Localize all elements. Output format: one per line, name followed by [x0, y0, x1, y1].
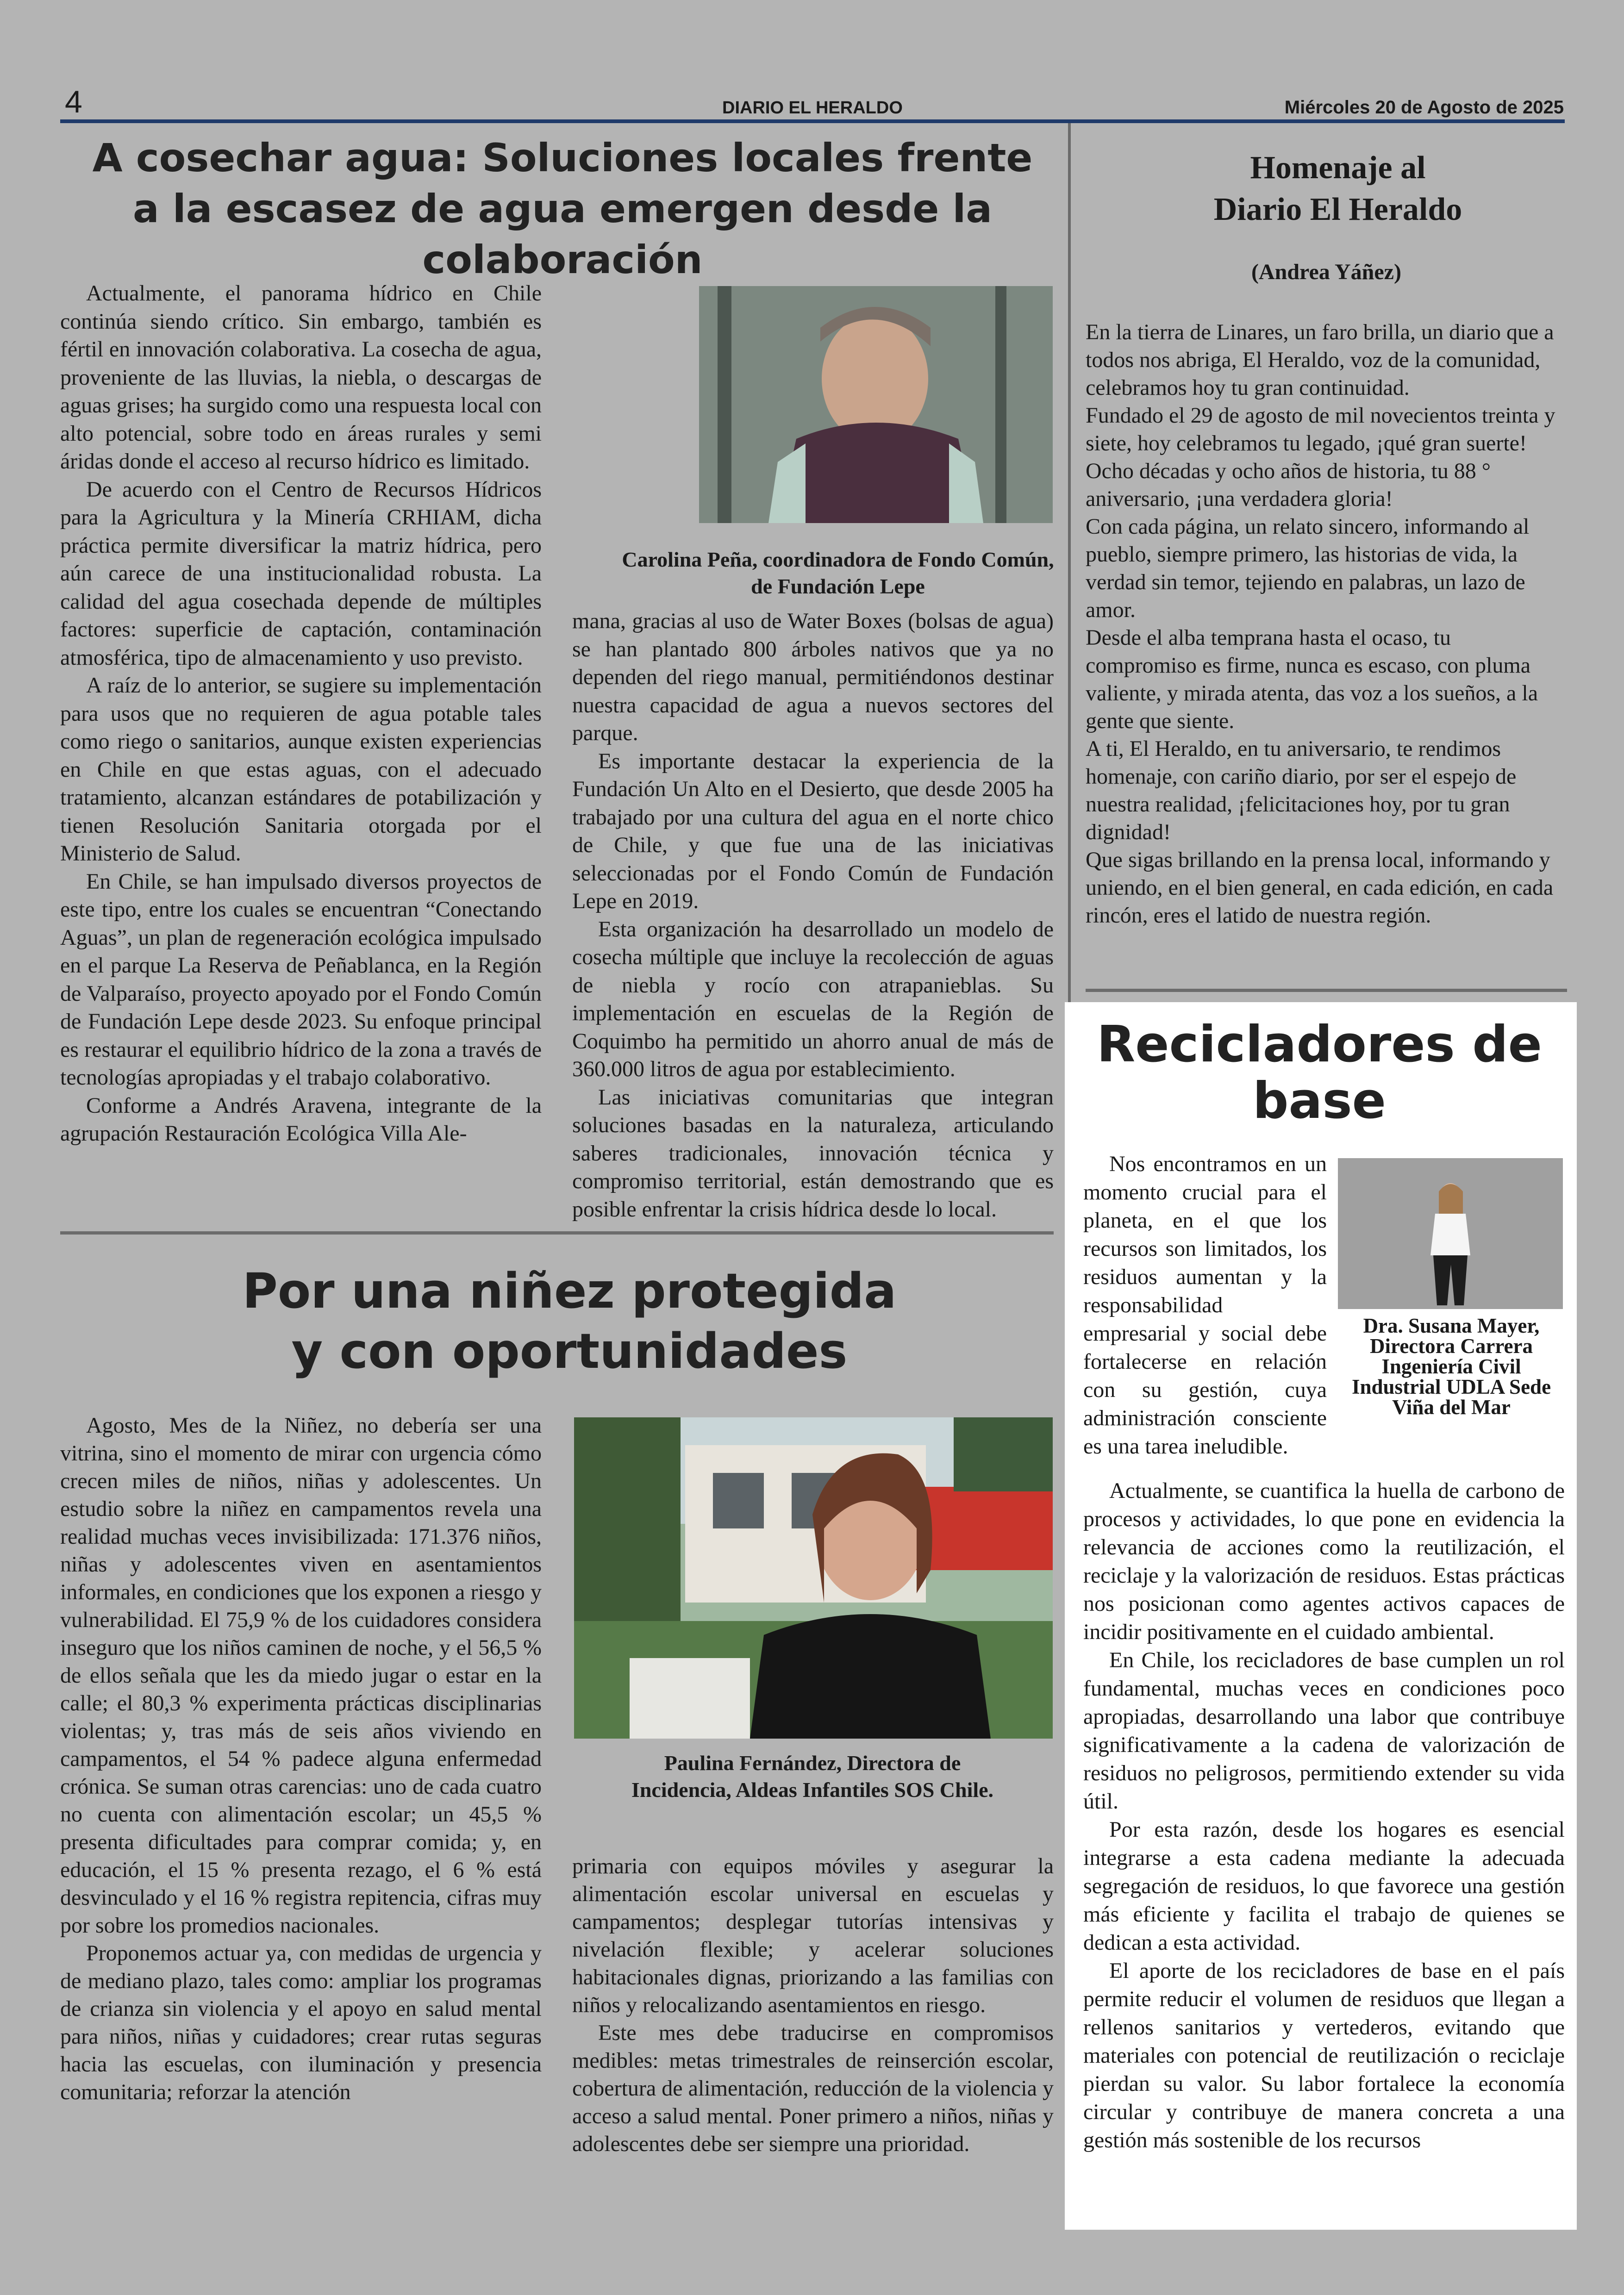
paragraph: primaria con equipos móviles y asegurar la alimentación escolar universal en escuelas y campamentos; desplegar tutorías intensivas y nivelación flexible; y acelerar soluciones habitacionales dignas, priorizando a las familias con niños y relocalizando asentamientos en riesgo.	[572, 1854, 1054, 2017]
section-rule	[1086, 989, 1567, 992]
verse: En la tierra de Linares, un faro brilla, un diario que a todos nos abriga, El Heraldo, voz de la comunidad, celebramos hoy tu gran continuidad.	[1086, 320, 1554, 400]
paragraph: Este mes debe traducirse en compromisos medibles: metas trimestrales de reinserción escolar, cobertura de alimentación, reducción de la violencia y acceso a salud mental. Poner primero a niños, niñas y adolescentes debe ser siempre una prioridad.	[572, 2021, 1054, 2156]
recyclers-headline	[1079, 1017, 1560, 1129]
headline-line: y con oportunidades	[291, 1323, 848, 1379]
recyclers-body	[1083, 1477, 1565, 2154]
section-rule	[60, 1231, 1054, 1235]
verse: Fundado el 29 de agosto de mil novecientos treinta y siete, hoy celebramos tu legado, ¡qué gran suerte!	[1086, 403, 1555, 455]
recyclers-intro: Nos encontramos en un momento crucial para el planeta, en el que los recursos son limitados, los residuos aumentan y la responsabilidad empresarial y social debe fortalecerse en relación con su gestión, cuya administración consciente es una tarea ineludible.	[1083, 1152, 1327, 1459]
verse: Desde el alba temprana hasta el ocaso, tu compromiso es firme, nunca es escaso, con pluma valiente, y mirada atenta, das voz a los sueños, a la gente que siente.	[1086, 625, 1538, 733]
article-childhood-headline	[60, 1261, 1079, 1381]
headline-line: Recicladores de	[1097, 1016, 1542, 1073]
page-number: 4	[65, 84, 82, 119]
verse: Que sigas brillando en la prensa local, informando y uniendo, en el bien general, en cada edición, en cada rincón, eres el latido de nuestra región.	[1086, 848, 1554, 928]
headline-line: base	[1253, 1072, 1386, 1130]
verse: A ti, El Heraldo, en tu aniversario, te rendimos homenaje, con cariño diario, por ser el espejo de nuestra realidad, ¡felicitaciones hoy, por tu gran dignidad!	[1086, 736, 1517, 844]
paragraph: Esta organización ha desarrollado un modelo de cosecha múltiple que incluye la recolección de aguas de niebla y rocío con atrapanieblas. Su implementación en escuelas de la Región de Coquimbo ha permitido un ahorro anual de más de 360.000 litros de agua por establecimiento.	[572, 917, 1054, 1081]
homage-poem	[1086, 318, 1567, 929]
paragraph: Las iniciativas comunitarias que integran soluciones basadas en la naturaleza, articulando saberes tradicionales, innovación técnica y compromiso territorial, están demostrando que es posible enfrentar la crisis hídrica desde lo local.	[572, 1085, 1054, 1222]
paragraph: mana, gracias al uso de Water Boxes (bolsas de agua) se han plantado 800 árboles nativos que ya no dependen del riego manual, permitiéndonos destinar nuestra capacidad de agua a nuevos sectores del parque.	[572, 609, 1054, 745]
masthead-rule	[60, 119, 1565, 123]
carolina-pena-caption: Carolina Peña, coordinadora de Fondo Común, de Fundación Lepe	[622, 548, 1054, 598]
paragraph: En Chile, los recicladores de base cumplen un rol fundamental, muchas veces en condiciones poco apropiadas, desarrollando una labor que contribuye significativamente a la cadena de valorización de residuos no peligrosos, permitiendo extender su vida útil.	[1083, 1648, 1565, 1814]
paragraph: Proponemos actuar ya, con medidas de urgencia y de mediano plazo, tales como: ampliar los programas de crianza sin violencia y el apoyo en salud mental para niños, niñas y cuidadores; crear rutas seguras hacia las escuelas, con iluminación y presencia comunitaria; reforzar la atención	[60, 1941, 542, 2104]
susana-mayer-photo	[1338, 1158, 1563, 1309]
homage-author: (Andrea Yáñez)	[1251, 260, 1401, 284]
susana-mayer-caption: Dra. Susana Mayer, Directora Carrera Ingeniería Civil Industrial UDLA Sede Viña del Mar	[1351, 1314, 1551, 1419]
paragraph: Actualmente, el panorama hídrico en Chile continúa siendo crítico. Sin embargo, también es fértil en innovación colaborativa. La cosecha de agua, proveniente de las lluvias, la niebla, o descargas de aguas grises; ha surgido como una respuesta local con alto potencial, sobre todo en áreas rurales y semi áridas donde el acceso al recurso hídrico es limitado.	[60, 281, 542, 474]
paragraph: El aporte de los recicladores de base en el país permite reducir el volumen de residuos que llegan a rellenos sanitarios y vertederos, evitando que materiales con potencial de reutilización o reciclaje pierdan su valor. Su labor fortalece la economía circular y contribuye de manera concreta a una gestión más sostenible de los recursos	[1083, 1958, 1565, 2152]
paragraph: Es importante destacar la experiencia de la Fundación Un Alto en el Desierto, que desde 2005 ha trabajado por una cultura del agua en el norte chico de Chile, y que fue una de las iniciativas seleccionadas por el Fondo Común de Fundación Lepe en 2019.	[572, 748, 1054, 913]
paulina-fernandez-caption: Paulina Fernández, Directora de Incidencia, Aldeas Infantiles SOS Chile.	[631, 1751, 994, 1802]
column-divider	[1068, 123, 1071, 1082]
carolina-pena-photo	[699, 286, 1053, 523]
verse: Ocho décadas y ocho años de historia, tu 88 ° aniversario, ¡una verdadera gloria!	[1086, 459, 1491, 511]
homage-title-line: Diario El Heraldo	[1213, 192, 1462, 227]
paragraph: En Chile, se han impulsado diversos proyectos de este tipo, entre los cuales se encuentran “Conectando Aguas”, un plan de regeneración ecológica impulsado en el parque La Reserva de Peñablanca, en la Región de Valparaíso, proyecto apoyado por el Fondo Común de Fundación Lepe desde 2023. Su enfoque principal es restaurar el equilibrio hídrico de la zona a través de tecnologías apropiadas y el trabajo colaborativo.	[60, 869, 542, 1090]
article-water-headline: A cosechar agua: Soluciones locales frente a la escasez de agua emergen desde la colaboración	[92, 135, 1033, 282]
paragraph: Conforme a Andrés Aravena, integrante de la agrupación Restauración Ecológica Villa Ale-	[60, 1093, 542, 1146]
paragraph: A raíz de lo anterior, se sugiere su implementación para usos que no requieren de agua potable tales como riego o sanitarios, aunque existen experiencias en Chile en que estas aguas, con el adecuado tratamiento, alcanzan estándares de potabilización y tienen Resolución Sanitaria otorgada por el Ministerio de Salud.	[60, 673, 542, 866]
paragraph: Agosto, Mes de la Niñez, no debería ser una vitrina, sino el momento de mirar con urgencia cómo crecen miles de niños, niñas y adolescentes. Un estudio sobre la niñez en campamentos revela una realidad muchas veces invisibilizada: 171.376 niños, niñas y adolescentes viven en asentamientos informales, en condiciones que los exponen a riesgo y vulnerabilidad. El 75,9 % de los cuidadores considera inseguro que los niños caminen de noche, y el 56,5 % de ellos señala que les da miedo jugar o estar en la calle; el 80,3 % experimenta prácticas disciplinarias violentas; y, tras más de seis años viviendo en campamentos, el 54 % padece alguna enfermedad crónica. Se suman otras carencias: uno de cada cuatro no cuenta con alimentación escolar; un 45,5 % presenta dificultades para comprar comida; y, en educación, el 15 % presenta rezago, el 6 % está desvinculado y el 16 % registra repitencia, cifras muy por sobre los promedios nacionales.	[60, 1413, 542, 1938]
verse: Con cada página, un relato sincero, informando al pueblo, siempre primero, las historias de vida, la verdad sin temor, tejiendo en palabras, un lazo de amor.	[1086, 514, 1530, 622]
headline-line: Por una niñez protegida	[242, 1263, 897, 1319]
issue-date: Miércoles 20 de Agosto de 2025	[1284, 97, 1564, 118]
paragraph: Actualmente, se cuantifica la huella de carbono de procesos y actividades, lo que pone en evidencia la relevancia de acciones como la reutilización, el reciclaje y la valorización de residuos. Estas prácticas nos posicionan como agentes activos capaces de incidir positivamente en el cuidado ambiental.	[1083, 1478, 1565, 1644]
article-water-col2	[572, 607, 1054, 1223]
paragraph: De acuerdo con el Centro de Recursos Hídricos para la Agricultura y la Minería CRHIAM, dicha práctica permite diversificar la matriz hídrica, pero aún carece de una institucionalidad robusta. La calidad del agua cosechada depende de múltiples factores: superficie de captación, contaminación atmosférica, tipo de almacenamiento y uso previsto.	[60, 477, 542, 670]
homage-title-line: Homenaje al	[1250, 150, 1426, 186]
homage-title	[1086, 147, 1590, 231]
article-childhood-col2	[572, 1852, 1054, 2158]
newspaper-name: DIARIO EL HERALDO	[722, 98, 903, 118]
article-water-col1	[60, 280, 542, 1148]
article-childhood-col1	[60, 1412, 542, 2106]
paragraph: Por esta razón, desde los hogares es esencial integrarse a esta cadena mediante la adecuada segregación de residuos, lo que favorece una gestión más eficiente y facilita el trabajo de quienes se dedican a esta actividad.	[1083, 1817, 1565, 1955]
paulina-fernandez-photo	[574, 1417, 1053, 1739]
